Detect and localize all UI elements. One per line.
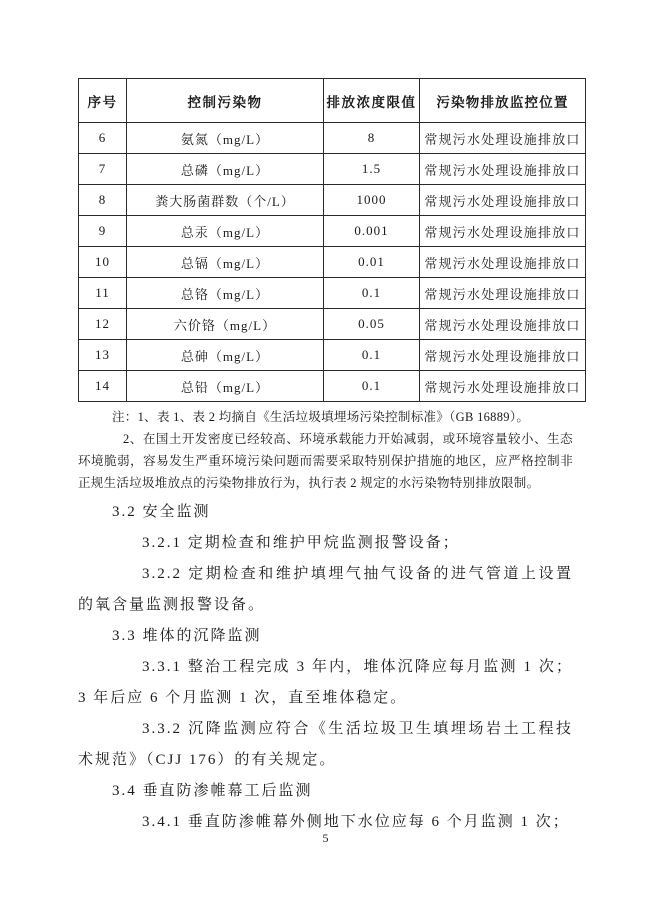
table-cell: 六价铬（mg/L）: [127, 309, 324, 340]
column-header: 排放浓度限值: [324, 79, 420, 123]
document-body: [78, 497, 573, 838]
column-header: 污染物排放监控位置: [420, 79, 586, 123]
note-line-2: 2、在国土开发密度已经较高、环境承载能力开始减弱，或环境容量较小、生态环境脆弱，容易发生严重环境污染问题而需要采取特别保护措施的地区，应严格控制非正规生活垃圾堆放点的污染物排放行为，执行表 2 规定的水污染物特别排放限制。: [78, 432, 573, 490]
table-cell: 0.1: [324, 278, 420, 309]
table-cell: 12: [79, 309, 127, 340]
table-cell: 常规污水处理设施排放口: [420, 340, 586, 371]
table-cell: 14: [79, 371, 127, 402]
table-row: [79, 278, 586, 309]
table-cell: 总磷（mg/L）: [127, 154, 324, 185]
table-cell: 总铅（mg/L）: [127, 371, 324, 402]
para-3-4-1: 3.4.1 垂直防渗帷幕外侧地下水位应每 6 个月监测 1 次；: [142, 814, 570, 830]
table-cell: 0.1: [324, 340, 420, 371]
table-cell: 0.001: [324, 216, 420, 247]
table-cell: 常规污水处理设施排放口: [420, 216, 586, 247]
note-line-1: 注：1、表 1、表 2 均摘自《生活垃圾填埋场污染控制标准》（GB 16889）。: [112, 410, 530, 424]
table-cell: 0.1: [324, 371, 420, 402]
table-cell: 总砷（mg/L）: [127, 340, 324, 371]
table-cell: 常规污水处理设施排放口: [420, 123, 586, 154]
table-cell: 粪大肠菌群数（个/L）: [127, 185, 324, 216]
column-header: 序号: [79, 79, 127, 123]
table-cell: 6: [79, 123, 127, 154]
table-cell: 7: [79, 154, 127, 185]
table-header-row: [79, 79, 586, 123]
table-cell: 13: [79, 340, 127, 371]
section-3-4-heading: 3.4 垂直防渗帷幕工后监测: [112, 783, 313, 799]
para-3-3-1: 3.3.1 整治工程完成 3 年内，堆体沉降应每月监测 1 次；3 年后应 6 个月监测 1 次，直至堆体稳定。: [78, 659, 573, 706]
table-cell: 总汞（mg/L）: [127, 216, 324, 247]
table-cell: 10: [79, 247, 127, 278]
table-row: [79, 185, 586, 216]
table-cell: 总铬（mg/L）: [127, 278, 324, 309]
table-cell: 总镉（mg/L）: [127, 247, 324, 278]
para-3-2-1: 3.2.1 定期检查和维护甲烷监测报警设备；: [142, 535, 460, 551]
table-cell: 1000: [324, 185, 420, 216]
table-cell: 常规污水处理设施排放口: [420, 278, 586, 309]
table-cell: 8: [324, 123, 420, 154]
table-cell: 常规污水处理设施排放口: [420, 154, 586, 185]
table-cell: 常规污水处理设施排放口: [420, 185, 586, 216]
para-3-3-2: 3.3.2 沉降监测应符合《生活垃圾卫生填埋场岩土工程技术规范》（CJJ 176）的有关规定。: [78, 721, 573, 768]
pollutant-limit-table: [78, 78, 586, 402]
table-cell: 常规污水处理设施排放口: [420, 371, 586, 402]
table-cell: 1.5: [324, 154, 420, 185]
table-cell: 8: [79, 185, 127, 216]
table-row: [79, 309, 586, 340]
table-cell: 11: [79, 278, 127, 309]
table-row: [79, 216, 586, 247]
section-3-2-heading: 3.2 安全监测: [112, 504, 211, 520]
para-3-2-2: 3.2.2 定期检查和维护填埋气抽气设备的进气管道上设置的氧含量监测报警设备。: [78, 566, 573, 613]
table-cell: 0.05: [324, 309, 420, 340]
table-row: [79, 247, 586, 278]
table-row: [79, 123, 586, 154]
table-cell: 9: [79, 216, 127, 247]
table-cell: 氨氮（mg/L）: [127, 123, 324, 154]
table-row: [79, 340, 586, 371]
column-header: 控制污染物: [127, 79, 324, 123]
section-3-3-heading: 3.3 堆体的沉降监测: [112, 628, 262, 644]
table-row: [79, 371, 586, 402]
table-cell: 0.01: [324, 247, 420, 278]
table-row: [79, 154, 586, 185]
table-cell: 常规污水处理设施排放口: [420, 309, 586, 340]
page-number: 5: [322, 831, 329, 845]
table-notes: [78, 406, 573, 494]
table-cell: 常规污水处理设施排放口: [420, 247, 586, 278]
